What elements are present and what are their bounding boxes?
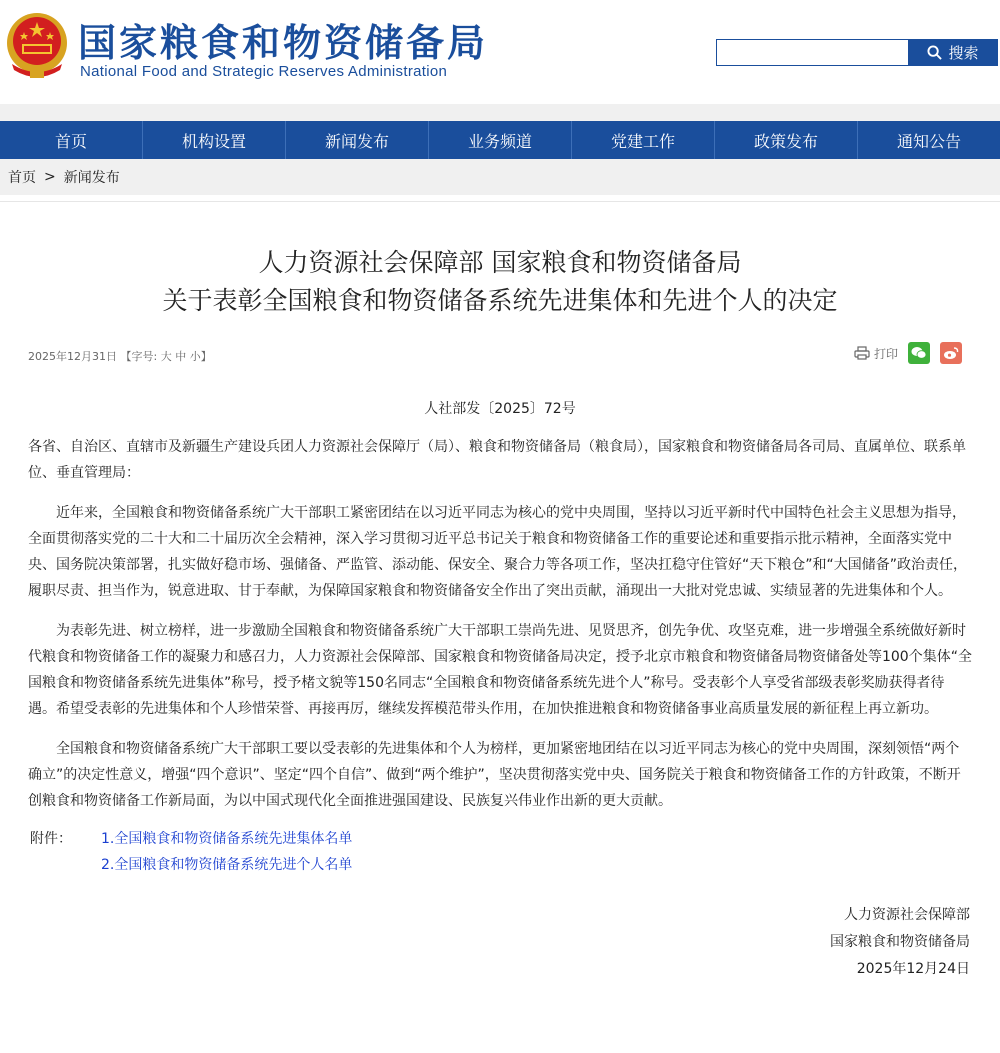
attachment-link-2[interactable]: 2.全国粮食和物资储备系统先进个人名单 [101, 857, 353, 873]
search-button-label: 搜索 [948, 44, 979, 62]
document-number: 人社部发〔2025〕72号 [424, 401, 576, 417]
attachment-row-1 [30, 826, 1000, 852]
publish-date: 2025年12月31日 [28, 350, 117, 363]
nav-item-party[interactable]: 党建工作 [572, 121, 715, 159]
nav-item-policy[interactable]: 政策发布 [715, 121, 858, 159]
printer-icon [854, 346, 870, 360]
signature-org-2: 国家粮食和物资储备局 [830, 934, 970, 950]
font-size-control[interactable]: 【字号: 大 中 小】 [120, 350, 212, 363]
breadcrumb-home[interactable]: 首页 [8, 170, 36, 186]
paragraph-1: 近年来，全国粮食和物资储备系统广大干部职工紧密团结在以习近平同志为核心的党中央周围，坚持以习近平新时代中国特色社会主义思想为指导，全面贯彻落实党的二十大和二十届历次全会精神，深入学习贯彻习近平总书记关于粮食和物资储备工作的重要论述和重要指示批示精神，全面落实党中央、国务院决策部署，扎实做好稳市场、强储备、严监管、添动能、保安全、聚合力等各项工作，坚决扛稳守住管好“天下粮仓”和“大国储备”政治责任，履职尽责、担当作为，锐意进取、甘于奉献，为保障国家粮食和物资储备安全作出了突出贡献，涌现出一大批对党忠诚、实绩显著的先进集体和个人。 [28, 505, 968, 599]
nav-item-home[interactable]: 首页 [0, 121, 143, 159]
header-divider [0, 104, 1000, 121]
wechat-icon [911, 346, 927, 360]
article-body [0, 434, 1000, 814]
main-nav [0, 121, 1000, 159]
site-name-en: National Food and Strategic Reserves Administration [80, 63, 448, 80]
signature [0, 902, 1000, 983]
paragraph-2: 为表彰先进、树立榜样，进一步激励全国粮食和物资储备系统广大干部职工崇尚先进、见贤思齐，创先争优、攻坚克难，进一步增强全系统做好新时代粮食和物资储备工作的凝聚力和感召力，人力资源社会保障部、国家粮食和物资储备局决定，授予北京市粮食和物资储备局物资储备处等100个集体“全国粮食和物资储备系统先进集体”称号，授予楮文貌等150名同志“全国粮食和物资储备系统先进个人”称号。受表彰个人享受省部级表彰奖励获得者待遇。希望受表彰的先进集体和个人珍惜荣誉、再接再厉，继续发挥模范带头作用，在加快推进粮食和物资储备事业高质量发展的新征程上再立新功。 [28, 623, 972, 717]
nav-item-organization[interactable]: 机构设置 [143, 121, 286, 159]
print-button[interactable] [854, 345, 898, 362]
article-meta [0, 338, 1000, 378]
search-button[interactable] [908, 39, 998, 66]
nav-item-news[interactable]: 新闻发布 [286, 121, 429, 159]
nav-item-notice[interactable]: 通知公告 [896, 131, 961, 151]
signature-org-1: 人力资源社会保障部 [844, 907, 970, 923]
share-wechat-button[interactable] [908, 342, 930, 364]
attachments-label: 附件： [30, 831, 72, 847]
search-icon [927, 45, 942, 60]
article-meta-left [28, 348, 212, 364]
article [0, 201, 1000, 983]
attachment-row-2 [30, 852, 1000, 878]
addressee: 各省、自治区、直辖市及新疆生产建设兵团人力资源社会保障厅（局）、粮食和物资储备局（粮食局），国家粮食和物资储备局各司局、直属单位、联系单位、垂直管理局： [28, 439, 966, 481]
paragraph-3: 全国粮食和物资储备系统广大干部职工要以受表彰的先进集体和个人为榜样，更加紧密地团结在以习近平同志为核心的党中央周围，深刻领悟“两个确立”的决定性意义，增强“四个意识”、坚定“四个自信”、做到“两个维护”，坚决贯彻落实党中央、国务院关于粮食和物资储备工作的方针政策，不断开创粮食和物资储备工作新局面，为以中国式现代化全面推进强国建设、民族复兴伟业作出新的更大贡献。 [28, 741, 961, 809]
article-title [0, 244, 1000, 320]
article-title-line1: 人力资源社会保障部 国家粮食和物资储备局 [258, 248, 742, 277]
signature-date: 2025年12月24日 [856, 961, 970, 977]
breadcrumb-separator: > [44, 169, 56, 185]
article-tools [854, 342, 962, 364]
attachments [0, 826, 1000, 878]
attachment-link-1[interactable]: 1.全国粮食和物资储备系统先进集体名单 [101, 831, 353, 847]
breadcrumb [0, 159, 1000, 195]
breadcrumb-current[interactable]: 新闻发布 [63, 170, 120, 186]
weibo-icon [943, 346, 959, 360]
site-header [0, 0, 1000, 104]
site-name-cn[interactable]: 国家粮食和物资储备局 [78, 20, 489, 65]
search-input[interactable] [716, 39, 908, 66]
national-emblem-icon[interactable] [4, 10, 70, 80]
print-label: 打印 [873, 346, 898, 361]
article-title-line2: 关于表彰全国粮食和物资储备系统先进集体和先进个人的决定 [162, 286, 838, 315]
share-weibo-button[interactable] [940, 342, 962, 364]
nav-item-business[interactable]: 业务频道 [429, 121, 572, 159]
